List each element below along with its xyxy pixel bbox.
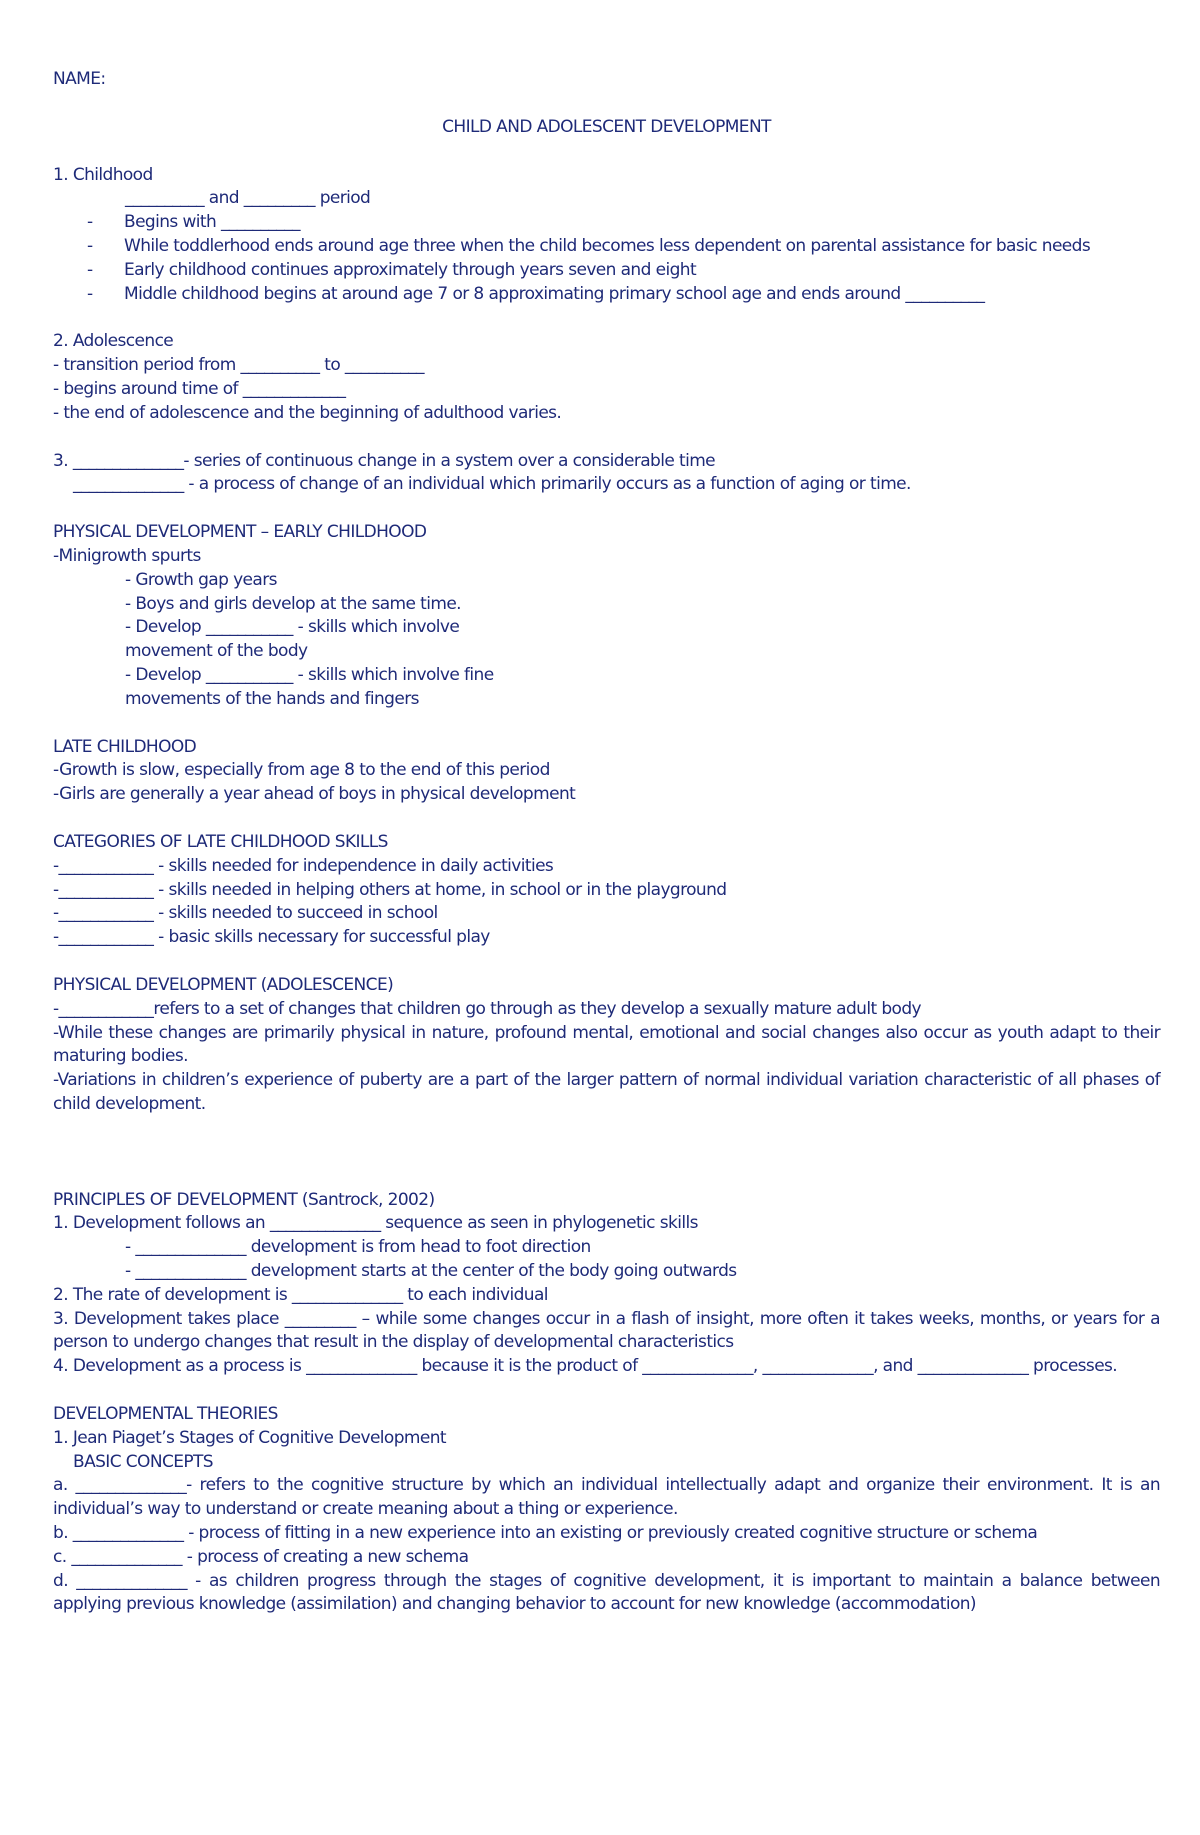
- principle-3: 3. Development takes place _________ – while some changes occur in a flash of insight, more often it takes weeks, months, or years for a person to undergo changes that result in the display of developmental characteristics: [53, 1308, 1160, 1353]
- physical-adolescence-line: -____________refers to a set of changes that children go through as they develop a sexually mature adult body: [53, 998, 921, 1019]
- category-line: -____________ - basic skills necessary for successful play: [53, 927, 490, 948]
- categories-heading: CATEGORIES OF LATE CHILDHOOD SKILLS: [53, 831, 388, 852]
- adolescence-line: - transition period from __________ to __________: [53, 355, 424, 376]
- name-label: NAME:: [53, 69, 106, 89]
- section3-line2: ______________ - a process of change of an individual which primarily occurs as a function of aging or time.: [73, 474, 911, 495]
- category-line: -____________ - skills needed for independence in daily activities: [53, 855, 554, 876]
- childhood-heading: 1. Childhood: [53, 164, 153, 185]
- physical-early-item: - Boys and girls develop at the same time.: [125, 593, 461, 614]
- principle-1b: - ______________ development starts at the center of the body going outwards: [125, 1261, 737, 1282]
- childhood-bullet: - Early childhood continues approximately through years seven and eight: [87, 259, 697, 280]
- principle-1: 1. Development follows an ______________ sequence as seen in phylogenetic skills: [53, 1213, 698, 1234]
- category-line: -____________ - skills needed to succeed in school: [53, 903, 438, 924]
- principle-1a: - ______________ development is from head to foot direction: [125, 1237, 591, 1258]
- childhood-bullet: - Middle childhood begins at around age 7 or 8 approximating primary school age and ends around __________: [87, 283, 985, 304]
- theories-subheading: 1. Jean Piaget’s Stages of Cognitive Development: [53, 1427, 446, 1448]
- physical-adolescence-paragraph: -While these changes are primarily physical in nature, profound mental, emotional and social changes also occur as youth adapt to their maturing bodies.: [53, 1022, 1160, 1067]
- concept-a: a. ______________- refers to the cognitive structure by which an individual intellectually adapt and organize their environment. It is an individual’s way to understand or create meaning about a thing or experience.: [53, 1475, 1160, 1520]
- childhood-bullet: - While toddlerhood ends around age three when the child becomes less dependent on parental assistance for basic needs: [87, 235, 1091, 256]
- physical-early-item: - Growth gap years: [125, 569, 277, 590]
- theories-heading: DEVELOPMENTAL THEORIES: [53, 1404, 278, 1425]
- physical-early-item: movement of the body: [125, 641, 308, 662]
- late-childhood-heading: LATE CHILDHOOD: [53, 736, 197, 757]
- adolescence-line: - the end of adolescence and the beginning of adulthood varies.: [53, 402, 562, 423]
- late-childhood-line: -Girls are generally a year ahead of boys in physical development: [53, 784, 576, 805]
- principle-2: 2. The rate of development is ______________ to each individual: [53, 1284, 548, 1305]
- concept-b: b. ______________ - process of fitting in a new experience into an existing or previously created cognitive structure or schema: [53, 1523, 1038, 1544]
- physical-adolescence-heading: PHYSICAL DEVELOPMENT (ADOLESCENCE): [53, 974, 394, 995]
- concept-c: c. ______________ - process of creating a new schema: [53, 1546, 469, 1567]
- physical-early-item: movements of the hands and fingers: [125, 688, 419, 709]
- basic-concepts-label: BASIC CONCEPTS: [73, 1451, 213, 1472]
- adolescence-line: - begins around time of _____________: [53, 378, 346, 399]
- physical-adolescence-paragraph: -Variations in children’s experience of puberty are a part of the larger pattern of normal individual variation characteristic of all phases of child development.: [53, 1070, 1160, 1114]
- section3-line1: 3. ______________- series of continuous change in a system over a considerable time: [53, 450, 716, 471]
- childhood-bullet: - Begins with __________: [87, 212, 300, 233]
- category-line: -____________ - skills needed in helping others at home, in school or in the playground: [53, 879, 727, 900]
- late-childhood-line: -Growth is slow, especially from age 8 to the end of this period: [53, 760, 550, 781]
- principle-4: 4. Development as a process is ______________ because it is the product of ______________, ______________, and ______________ processes.: [53, 1356, 1118, 1377]
- childhood-blank-line: __________ and _________ period: [125, 188, 371, 209]
- adolescence-heading: 2. Adolescence: [53, 331, 174, 352]
- physical-early-intro: -Minigrowth spurts: [53, 545, 201, 566]
- principles-heading: PRINCIPLES OF DEVELOPMENT (Santrock, 2002): [53, 1189, 435, 1210]
- physical-early-item: - Develop ___________ - skills which involve fine: [125, 664, 494, 685]
- physical-early-heading: PHYSICAL DEVELOPMENT – EARLY CHILDHOOD: [53, 522, 427, 543]
- page-title: CHILD AND ADOLESCENT DEVELOPMENT: [442, 116, 771, 137]
- physical-early-item: - Develop ___________ - skills which involve: [125, 617, 460, 638]
- concept-d: d. ______________ - as children progress through the stages of cognitive development, it is important to maintain a balance between applying previous knowledge (assimilation) and changing behavior to account for new knowledge (accommodation): [53, 1570, 1160, 1615]
